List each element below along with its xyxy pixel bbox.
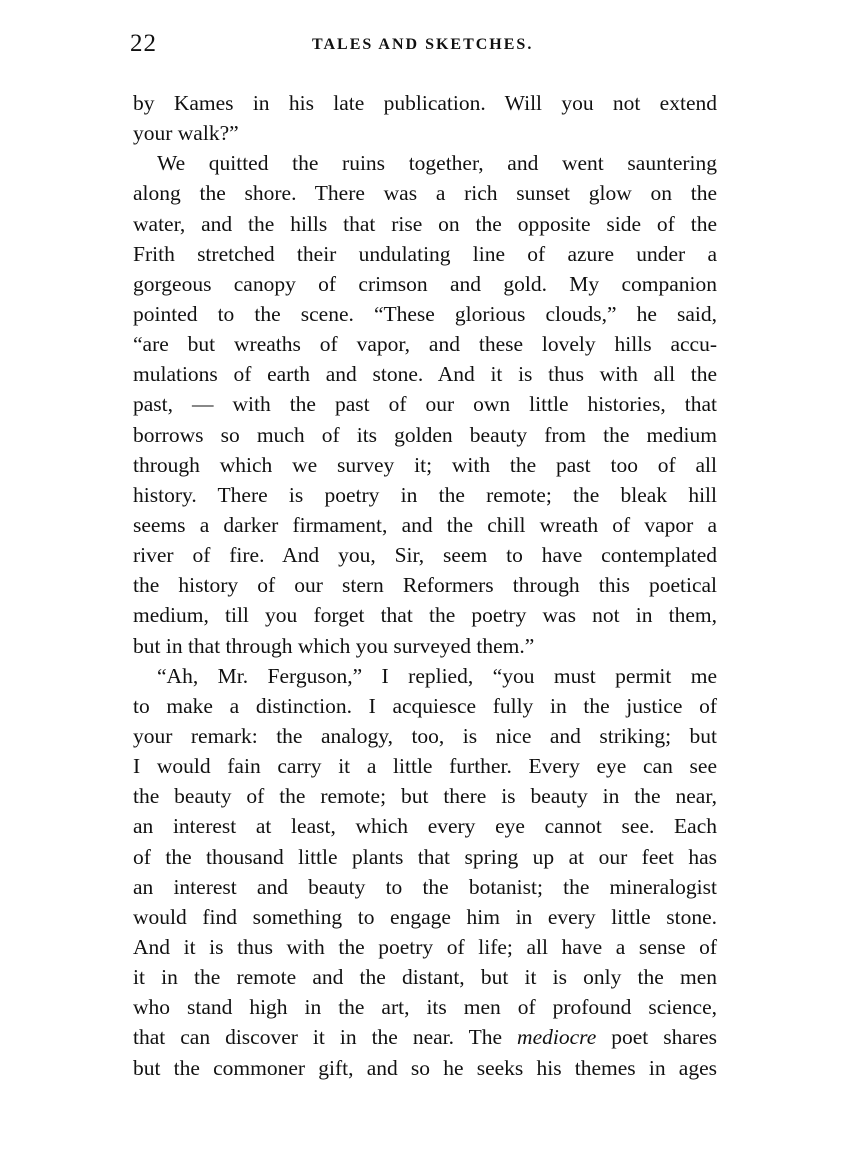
text-line: but in that through which you surveyed them.” [133, 633, 535, 658]
text-line: Frith stretched their undulating line of azure under a [133, 241, 717, 266]
text-line-with-italic [133, 1022, 717, 1052]
text-line: past, — with the past of our own little histories, that [133, 392, 717, 417]
text-line: an interest at least, which every eye cannot see. Each [133, 814, 717, 839]
text-line: We quitted the ruins together, and went sauntering [157, 151, 717, 176]
text-line: of the thousand little plants that spring up at our feet has [133, 844, 717, 869]
body-text [133, 88, 717, 1083]
text-line: through which we survey it; with the past too of all [133, 452, 717, 477]
text-line: mulations of earth and stone. And it is thus with all the [133, 362, 717, 387]
text-line: “are but wreaths of vapor, and these lovely hills accu- [133, 332, 717, 357]
text-line: it in the remote and the distant, but it is only the men [133, 965, 717, 990]
text-fragment: poet shares [596, 1025, 717, 1050]
text-line: pointed to the scene. “These glorious clouds,” he said, [133, 301, 717, 326]
text-line: seems a darker firmament, and the chill wreath of vapor a [133, 512, 717, 537]
text-line: the beauty of the remote; but there is beauty in the near, [133, 784, 717, 809]
text-line: the history of our stern Reformers through this poetical [133, 573, 717, 598]
italic-word: mediocre [517, 1025, 597, 1050]
text-line: but the commoner gift, and so he seeks his themes in ages [133, 1055, 717, 1080]
text-line: gorgeous canopy of crimson and gold. My companion [133, 271, 717, 296]
text-line: river of fire. And you, Sir, seem to have contemplated [133, 543, 717, 568]
text-line: your remark: the analogy, too, is nice and striking; but [133, 723, 717, 748]
text-line: history. There is poetry in the remote; the bleak hill [133, 482, 717, 507]
text-line: borrows so much of its golden beauty from the medium [133, 422, 717, 447]
text-line: who stand high in the art, its men of profound science, [133, 995, 717, 1020]
text-line: along the shore. There was a rich sunset glow on the [133, 181, 717, 206]
text-line: medium, till you forget that the poetry was not in them, [133, 603, 717, 628]
running-title: TALES AND SKETCHES. [312, 36, 534, 53]
text-line: “Ah, Mr. Ferguson,” I replied, “you must permit me [157, 663, 717, 688]
text-line: to make a distinction. I acquiesce fully in the justice of [133, 693, 717, 718]
text-line: water, and the hills that rise on the opposite side of the [133, 211, 717, 236]
text-line: I would fain carry it a little further. Every eye can see [133, 754, 717, 779]
text-line: an interest and beauty to the botanist; the mineralogist [133, 874, 717, 899]
page-number: 22 [130, 30, 157, 57]
text-line: And it is thus with the poetry of life; all have a sense of [133, 934, 717, 959]
text-line: would find something to engage him in every little stone. [133, 904, 717, 929]
text-fragment: that can discover it in the near. The [133, 1025, 518, 1050]
text-line: your walk?” [133, 121, 239, 146]
text-line: by Kames in his late publication. Will you not extend [133, 91, 717, 115]
